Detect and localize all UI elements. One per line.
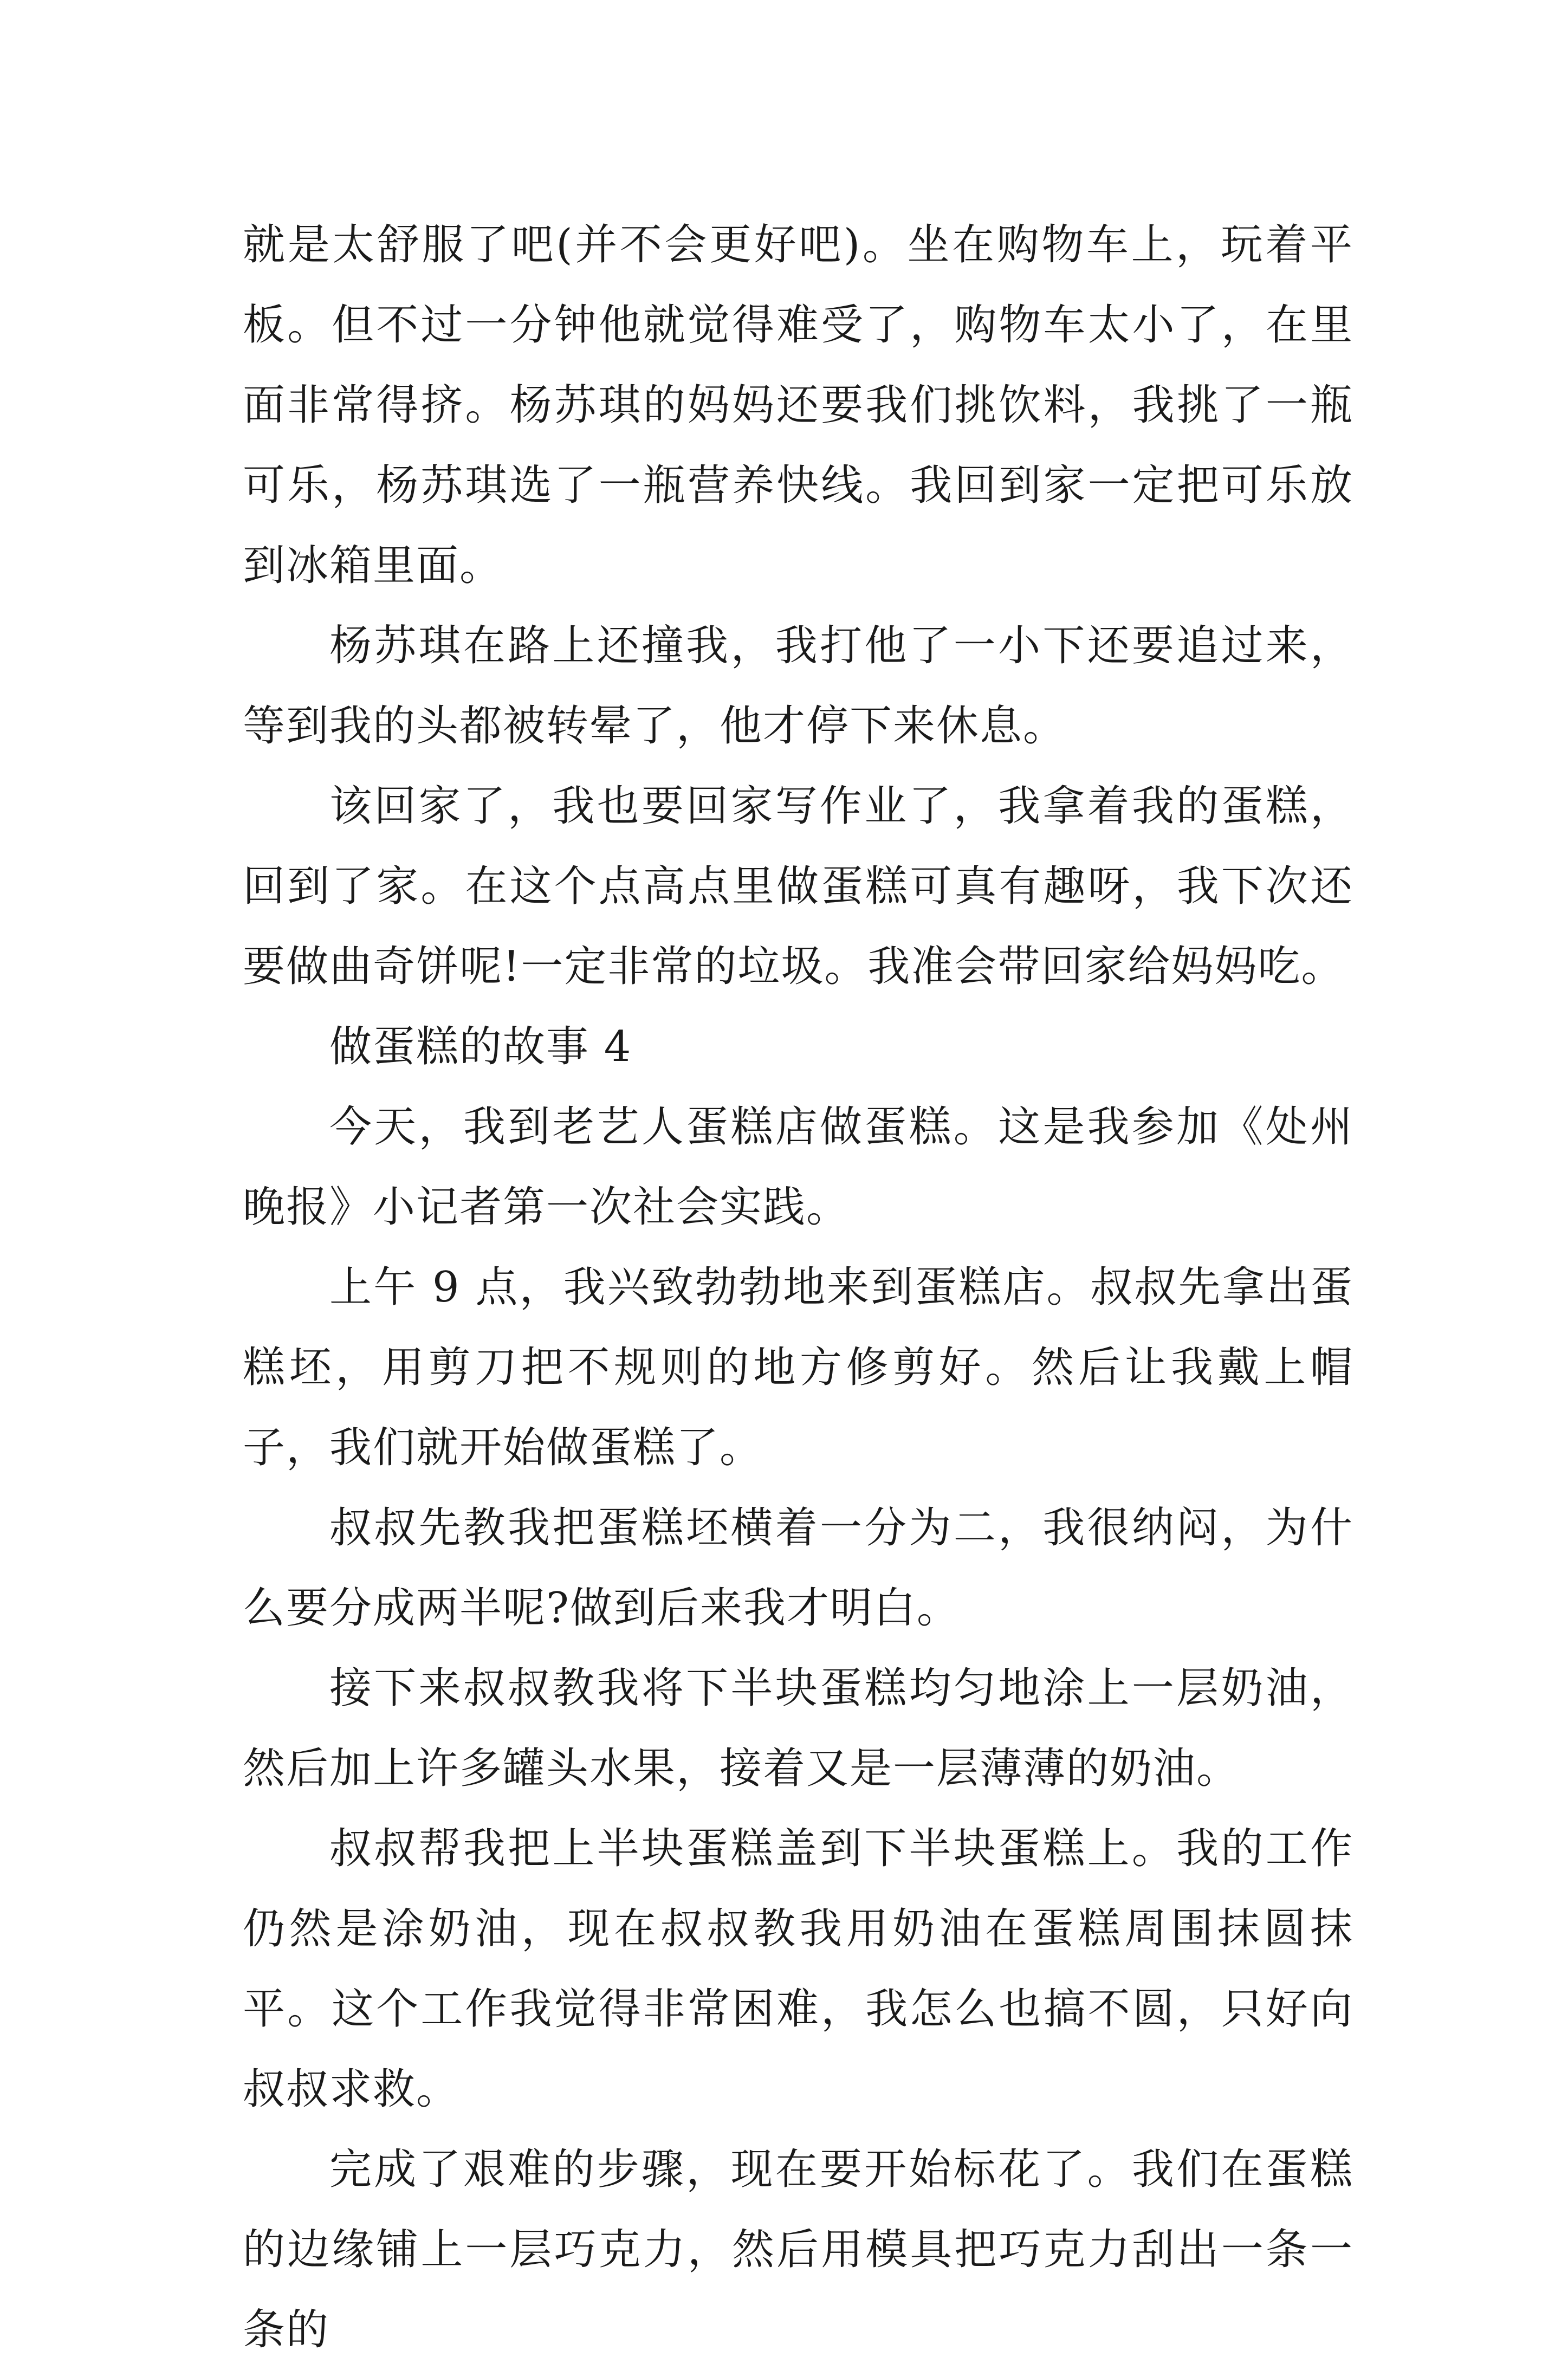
paragraph-6: 上午 9 点，我兴致勃勃地来到蛋糕店。叔叔先拿出蛋糕坯，用剪刀把不规则的地方修剪好。然后让我戴上帽子，我们就开始做蛋糕了。 <box>243 1263 1353 1472</box>
paragraph-2: 杨苏琪在路上还撞我，我打他了一小下还要追过来，等到我的头都被转晕了，他才停下来休息。 <box>243 621 1353 750</box>
paragraph-10: 完成了艰难的步骤，现在要开始标花了。我们在蛋糕的边缘铺上一层巧克力，然后用模具把巧克力刮出一条一条的 <box>243 2145 1353 2354</box>
paragraph-5: 今天，我到老艺人蛋糕店做蛋糕。这是我参加《处州晚报》小记者第一次社会实践。 <box>243 1103 1353 1232</box>
paragraph-3: 该回家了，我也要回家写作业了，我拿着我的蛋糕，回到了家。在这个点高点里做蛋糕可真有趣呀，我下次还要做曲奇饼呢!一定非常的垃圾。我准会带回家给妈妈吃。 <box>243 782 1353 991</box>
section-heading: 做蛋糕的故事 4 <box>329 1022 632 1071</box>
paragraph-1: 就是太舒服了吧(并不会更好吧)。坐在购物车上，玩着平板。但不过一分钟他就觉得难受了，购物车太小了，在里面非常得挤。杨苏琪的妈妈还要我们挑饮料，我挑了一瓶可乐，杨苏琪选了一瓶营养快线。我回到家一定把可乐放到冰箱里面。 <box>243 221 1353 590</box>
paragraph-8: 接下来叔叔教我将下半块蛋糕均匀地涂上一层奶油，然后加上许多罐头水果，接着又是一层薄薄的奶油。 <box>243 1664 1353 1793</box>
paragraph-7: 叔叔先教我把蛋糕坯横着一分为二，我很纳闷，为什么要分成两半呢?做到后来我才明白。 <box>243 1504 1353 1633</box>
paragraph-9: 叔叔帮我把上半块蛋糕盖到下半块蛋糕上。我的工作仍然是涂奶油，现在叔叔教我用奶油在蛋糕周围抹圆抹平。这个工作我觉得非常困难，我怎么也搞不圆，只好向叔叔求救。 <box>243 1824 1353 2114</box>
document-body <box>243 205 1353 2370</box>
